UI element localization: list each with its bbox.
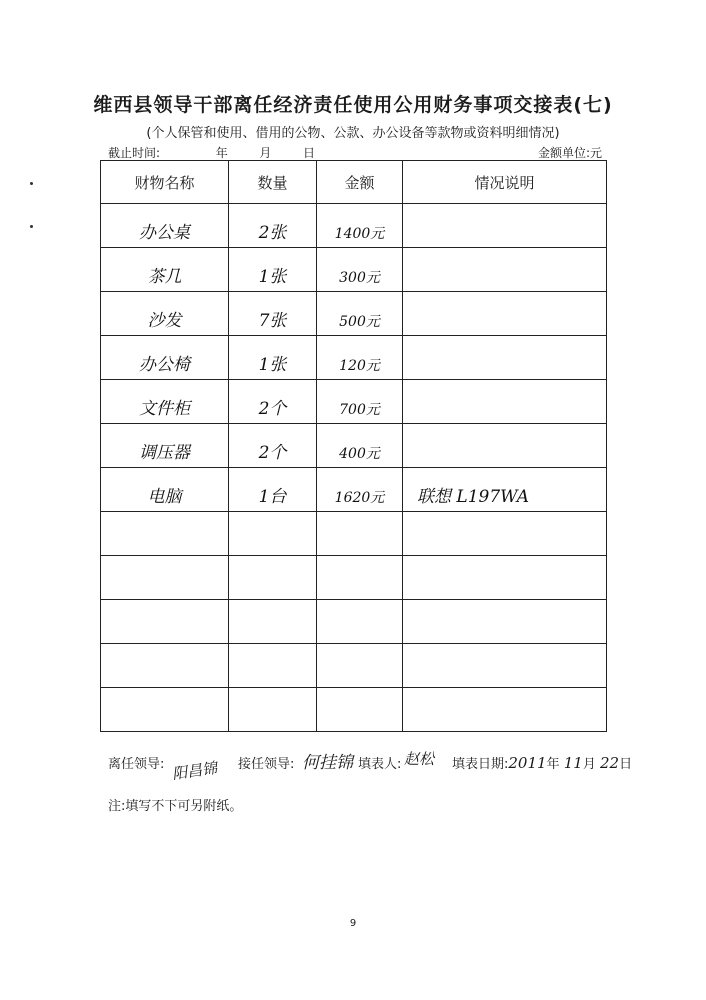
cell-quantity: 7张 [229, 292, 317, 336]
table-row [101, 644, 607, 688]
cell-remarks [403, 424, 607, 468]
fill-date-month: 11 [563, 754, 583, 772]
cell-item-name: 茶几 [101, 248, 229, 292]
table-row [101, 688, 607, 732]
cutoff-time [108, 144, 315, 161]
table-row [101, 292, 607, 336]
cell-item-name [101, 556, 229, 600]
cutoff-label: 截止时间: [108, 146, 161, 160]
cell-item-name: 文件柜 [101, 380, 229, 424]
cell-amount [317, 644, 403, 688]
cell-quantity: 2张 [229, 204, 317, 248]
table-row [101, 424, 607, 468]
cell-amount [317, 512, 403, 556]
cell-item-name: 办公桌 [101, 204, 229, 248]
table-header-row [101, 161, 607, 204]
cell-quantity [229, 556, 317, 600]
header-amount: 金额 [317, 161, 403, 204]
cell-item-name: 调压器 [101, 424, 229, 468]
cutoff-month: 月 [259, 146, 272, 160]
header-quantity: 数量 [229, 161, 317, 204]
form-subtitle: (个人保管和使用、借用的公物、公款、办公设备等款物或资料明细情况) [146, 126, 560, 141]
cell-remarks [403, 336, 607, 380]
footnote: 注:填写不下可另附纸。 [108, 799, 243, 814]
cell-amount: 120元 [317, 336, 403, 380]
cell-quantity [229, 688, 317, 732]
asset-table [100, 160, 607, 732]
departing-leader-signature: 阳昌锦 [171, 758, 219, 784]
cell-amount: 500元 [317, 292, 403, 336]
header-item-name: 财物名称 [101, 161, 229, 204]
cell-remarks [403, 204, 607, 248]
table-row [101, 380, 607, 424]
fill-date-year-suffix: 年 [546, 757, 560, 772]
cell-remarks [403, 600, 607, 644]
table-row [101, 468, 607, 512]
cell-amount: 400元 [317, 424, 403, 468]
cell-remarks [403, 556, 607, 600]
departing-leader-label: 离任领导: [108, 757, 165, 772]
cell-amount: 700元 [317, 380, 403, 424]
cell-amount: 1620元 [317, 468, 403, 512]
fill-date-day-suffix: 日 [619, 757, 633, 772]
fill-date-label: 填表日期: [452, 757, 509, 772]
filler-signature: 赵松 [404, 750, 435, 768]
scan-speck [30, 225, 33, 228]
amount-unit: 金额单位:元 [537, 146, 602, 160]
cell-remarks [403, 248, 607, 292]
cell-amount: 1400元 [317, 204, 403, 248]
header-remarks: 情况说明 [403, 161, 607, 204]
cell-remarks [403, 512, 607, 556]
cell-remarks [403, 688, 607, 732]
fill-date-day: 22 [599, 754, 620, 772]
cell-quantity: 1张 [229, 336, 317, 380]
table-row [101, 512, 607, 556]
fill-date-year: 2011 [508, 754, 547, 772]
cell-remarks [403, 292, 607, 336]
cell-item-name [101, 512, 229, 556]
cell-item-name: 办公椅 [101, 336, 229, 380]
cell-remarks [403, 380, 607, 424]
cutoff-year: 年 [215, 146, 228, 160]
form-title: 维西县领导干部离任经济责任使用公用财务事项交接表(七) [93, 94, 613, 116]
cell-quantity: 2个 [229, 380, 317, 424]
cell-remarks: 联想 L197WA [403, 468, 607, 512]
cell-quantity [229, 512, 317, 556]
successor-leader-label: 接任领导: [238, 757, 295, 772]
cell-quantity [229, 600, 317, 644]
cutoff-day: 日 [303, 146, 316, 160]
cell-item-name [101, 600, 229, 644]
cell-quantity [229, 644, 317, 688]
cell-remarks [403, 644, 607, 688]
table-row [101, 248, 607, 292]
table-row [101, 600, 607, 644]
cell-amount: 300元 [317, 248, 403, 292]
fill-date [452, 753, 632, 772]
cell-quantity: 1台 [229, 468, 317, 512]
cell-quantity: 2个 [229, 424, 317, 468]
table-row [101, 336, 607, 380]
cell-amount [317, 688, 403, 732]
page-number: 9 [349, 918, 357, 929]
cell-amount [317, 600, 403, 644]
table-row [101, 204, 607, 248]
table-row [101, 556, 607, 600]
cell-item-name: 电脑 [101, 468, 229, 512]
successor-leader-signature: 何挂锦 [302, 753, 353, 773]
cell-item-name: 沙发 [101, 292, 229, 336]
cell-amount [317, 556, 403, 600]
filler-label: 填表人: [358, 757, 402, 772]
cell-item-name [101, 644, 229, 688]
fill-date-month-suffix: 月 [582, 757, 596, 772]
scan-speck [30, 182, 33, 185]
cell-item-name [101, 688, 229, 732]
cell-quantity: 1张 [229, 248, 317, 292]
